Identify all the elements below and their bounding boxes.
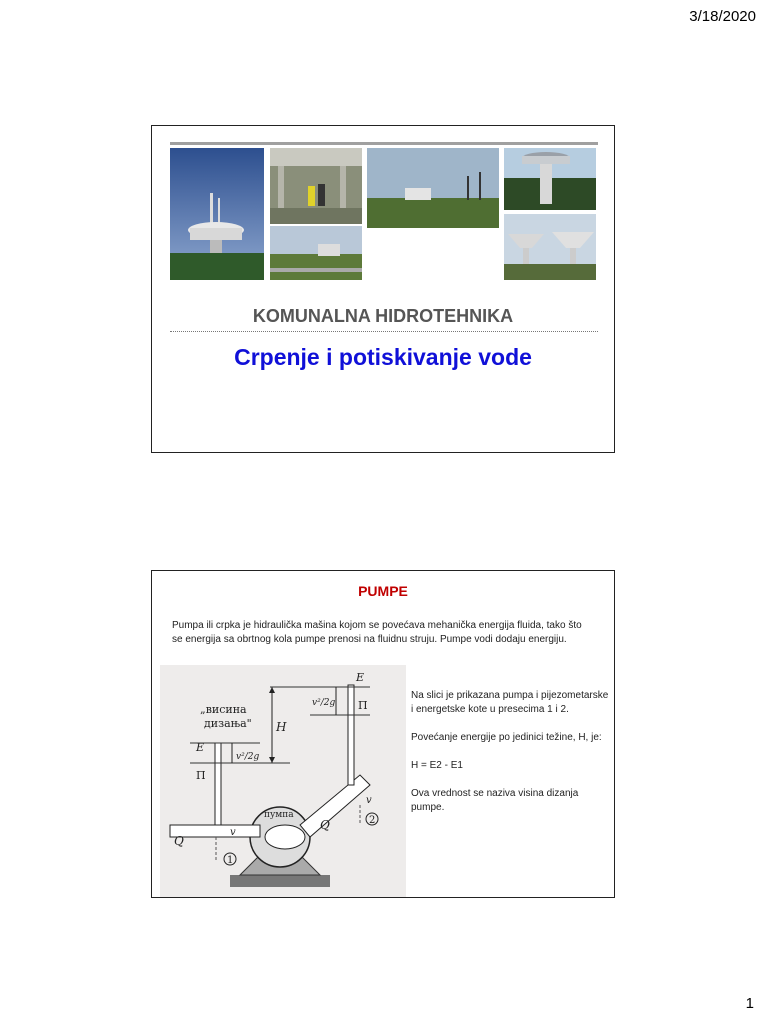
label-height-1: „висина xyxy=(200,703,247,716)
label-E2: E xyxy=(356,671,365,684)
label-pump: пумпа xyxy=(264,810,294,820)
label-P2: Π xyxy=(358,699,368,712)
pump-diagram xyxy=(160,665,406,897)
explanation-text xyxy=(411,689,611,829)
slide-pumps xyxy=(151,570,615,898)
photo-reservoir-field xyxy=(367,148,499,228)
label-E1: E xyxy=(196,741,205,754)
photo-water-towers-pair xyxy=(504,214,596,280)
pump-base xyxy=(230,875,330,887)
slide-title-pumpe: PUMPE xyxy=(358,583,408,599)
slide-top-bar xyxy=(170,142,598,145)
label-v1: v xyxy=(230,827,236,838)
label-H: H xyxy=(276,720,287,734)
photo-water-tower xyxy=(504,148,596,210)
label-height-2: дизања" xyxy=(204,717,252,730)
explanation-para-1: Na slici je prikazana pumpa i pijezometarske i energetske kote u presecima 1 i 2. xyxy=(411,690,609,715)
slide-title xyxy=(151,125,615,453)
print-date: 3/18/2020 xyxy=(689,8,756,25)
explanation-para-3: Ova vrednost se naziva visina dizanja pumpe. xyxy=(411,788,579,813)
photo-grass-tank xyxy=(270,226,362,280)
label-v-head-2: v²/2g xyxy=(312,698,336,708)
label-v2: v xyxy=(366,795,372,806)
piezometer-tube-1 xyxy=(215,743,221,825)
label-v-head-1: v²/2g xyxy=(236,752,260,762)
slide-subtitle: KOMUNALNA HIDROTEHNIKA xyxy=(252,306,514,326)
label-P1: Π xyxy=(196,769,206,782)
pump-impeller xyxy=(265,825,305,849)
intro-paragraph: Pumpa ili crpka je hidraulička mašina kojom se povećava mehanička energija fluida, tako što se energija sa obrtnog kola pumpe prenosi na fluidnu struju. Pumpe vodi dodaju energiju. xyxy=(172,620,582,645)
label-section-2: 2 xyxy=(369,815,376,826)
page-number: 1 xyxy=(745,995,754,1012)
piezometer-tube-2 xyxy=(348,685,354,785)
pump-diagram-svg xyxy=(160,665,406,897)
explanation-para-2: Povećanje energije po jedinici težine, H, je: xyxy=(411,732,602,743)
label-Q-in: Q xyxy=(174,834,184,848)
formula: H = E2 - E1 xyxy=(411,760,463,771)
label-section-1: 1 xyxy=(227,855,234,866)
slide-main-title: Crpenje i potiskivanje vode xyxy=(234,344,532,370)
photo-underground-reservoir xyxy=(270,148,362,224)
photo-telecom-tower xyxy=(170,148,264,280)
label-Q-out: Q xyxy=(320,818,330,832)
dotted-divider xyxy=(170,331,598,332)
